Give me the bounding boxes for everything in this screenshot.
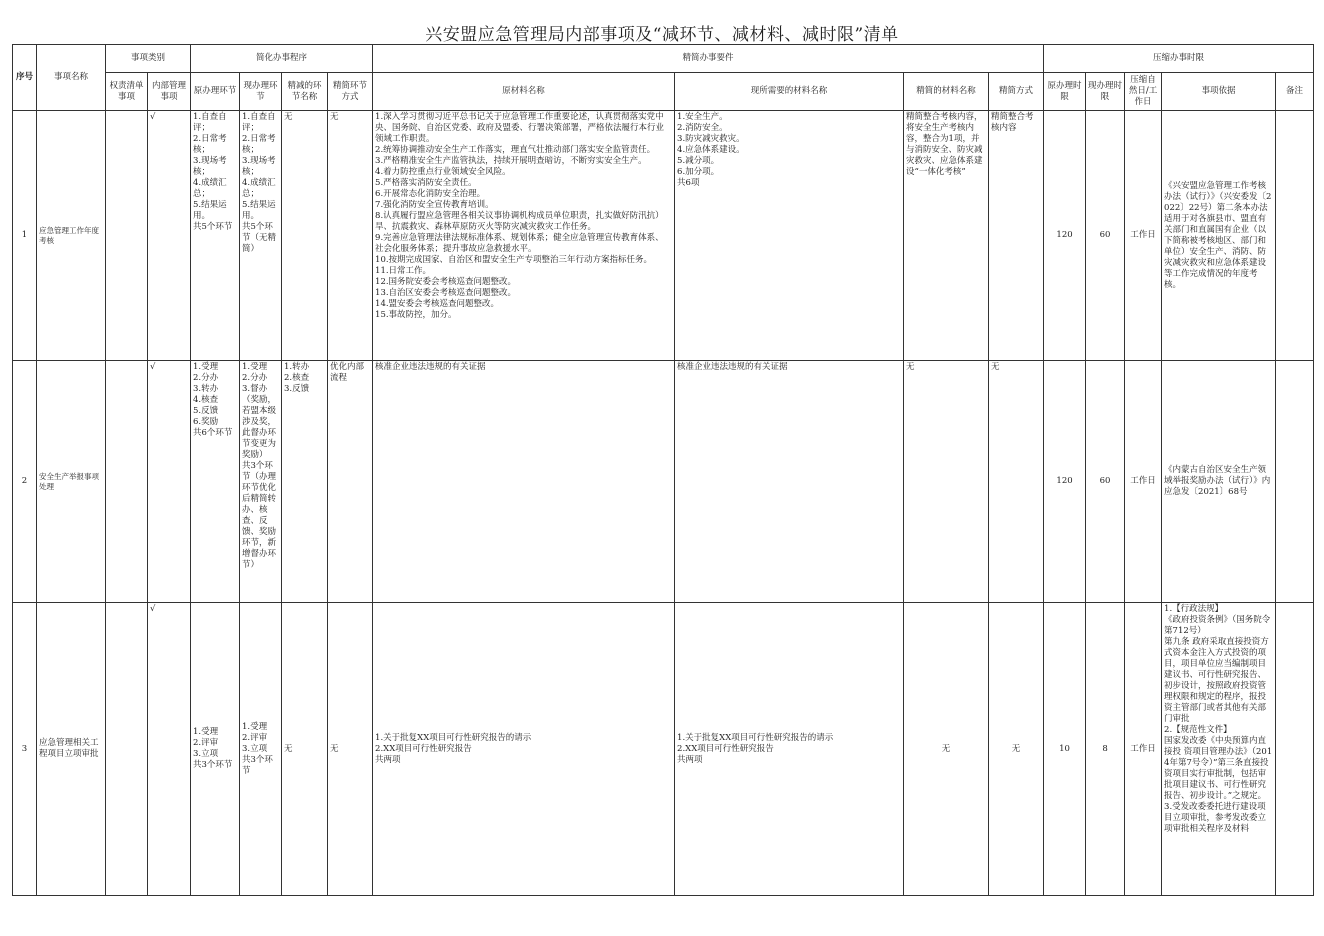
- list-item: 4.成绩汇总；: [242, 178, 276, 199]
- list-item: 6.加分项。: [677, 167, 720, 177]
- list-item: 共3个环节: [242, 754, 273, 776]
- list-item: 10.按期完成国家、自治区和盟安全生产专项整治三年行动方案指标任务。: [375, 255, 653, 265]
- list-item: 1.关于批复XX项目可行性研究报告的请示: [677, 732, 834, 743]
- row-internal: √: [148, 361, 191, 603]
- list-item: 5.结果运用。: [242, 200, 276, 221]
- row-orig-steps: [191, 111, 240, 361]
- list-item: 共6个环节: [193, 428, 233, 438]
- list-item: 5.严格落实消防安全责任。: [375, 178, 477, 188]
- list-item: 1.受理: [242, 362, 268, 372]
- row-curr-limit: 60: [1086, 111, 1125, 361]
- row-reduced-materials: 精简整合考核内容，将安全生产考核内容，整合为1项，并与消防安全、防灾减灾救灾、应急体系建设“一体化考核”: [904, 111, 989, 361]
- list-item: 共5个环节（无精简）: [242, 222, 277, 254]
- row-orig-materials: [373, 111, 675, 361]
- row-curr-steps: [240, 603, 282, 896]
- row-curr-steps: [240, 111, 282, 361]
- list-item: 2.消防安全。: [677, 123, 728, 133]
- row-power-list: [106, 361, 148, 603]
- list-item: 11.日常工作。: [375, 266, 432, 276]
- row-item-name: 应急管理工作年度考核: [37, 111, 106, 361]
- list-item: 共两项: [677, 754, 703, 765]
- table-row: [13, 111, 1314, 361]
- list-item: 2.XX项目可行性研究报告: [677, 743, 774, 754]
- table-row: [13, 603, 1314, 896]
- list-item: 12.国务院安委会考核巡查问题整改。: [375, 277, 517, 287]
- list-item: 13.自治区安委会考核巡查问题整改。: [375, 288, 517, 298]
- list-item: 共3个环节（办理环节优化后精简转办、核查、反馈、奖励环节，新增督办环节）: [242, 461, 277, 570]
- header-internal: 内部管理事项: [148, 73, 191, 111]
- row-internal: √: [148, 111, 191, 361]
- header-category: 事项类别: [106, 45, 191, 73]
- header-materials: 精简办事要件: [373, 45, 1044, 73]
- row-curr-materials: [675, 603, 904, 896]
- row-seq: 3: [13, 603, 37, 896]
- row-curr-limit: 8: [1086, 603, 1125, 896]
- row-limit-unit: 工作日: [1125, 361, 1162, 603]
- header-curr-steps: 现办理环节: [240, 73, 282, 111]
- list-item: 6.开展常态化消防安全治理。: [375, 189, 486, 199]
- list-item: 3.现场考核；: [193, 156, 227, 177]
- row-material-method: 无: [989, 603, 1044, 896]
- row-orig-limit: 10: [1044, 603, 1086, 896]
- row-orig-limit: 120: [1044, 111, 1086, 361]
- header-time-limit: 压缩办事时限: [1044, 45, 1314, 73]
- list-item: 3.现场考核；: [242, 156, 276, 177]
- list-item: 2.分办: [193, 373, 219, 383]
- row-limit-unit: 工作日: [1125, 111, 1162, 361]
- list-item: 7.强化消防安全宣传教育培训。: [375, 200, 494, 210]
- header-reduced-materials: 精简的材料名称: [904, 73, 989, 111]
- list-item: 3.防灾减灾救灾。: [677, 134, 745, 144]
- header-power-list: 权责清单事项: [106, 73, 148, 111]
- list-item: 1.【行政法规】: [1164, 604, 1224, 614]
- header-seq: 序号: [13, 45, 37, 111]
- list-item: 14.盟安委会考核巡查问题整改。: [375, 299, 500, 309]
- list-item: 2.【规范性文件】: [1164, 725, 1232, 735]
- list-item: 国家发改委《中央预算内直接投 资项目管理办法》（2014年第7号令）”第三条直接投资项目实行审批制，包括审批项目建议书、可行性研究报告、初步设计。”之规定。: [1164, 736, 1273, 801]
- list-item: 1.受理: [242, 721, 268, 732]
- row-orig-limit: 120: [1044, 361, 1086, 603]
- table-row: [13, 361, 1314, 603]
- list-item: 共6项: [677, 178, 700, 188]
- header-row-columns: [13, 73, 1314, 111]
- row-curr-limit: 60: [1086, 361, 1125, 603]
- row-seq: 2: [13, 361, 37, 603]
- list-item: 3.受发改委委托进行建设项目立项审批，参考发改委立项审批相关程序及材料: [1164, 802, 1267, 834]
- list-item: 4.应急体系建设。: [677, 145, 745, 155]
- header-simplify-method: 精简环节方式: [328, 73, 373, 111]
- row-remark: [1276, 603, 1314, 896]
- list-item: 3.督办（奖励，若盟本级涉及奖，此督办环节变更为奖励）: [242, 384, 277, 460]
- row-orig-steps: [191, 603, 240, 896]
- row-remark: [1276, 111, 1314, 361]
- header-basis: 事项依据: [1162, 73, 1276, 111]
- row-reduced-steps: 无: [282, 603, 328, 896]
- header-orig-steps: 原办理环节: [191, 73, 240, 111]
- page-title: 兴安盟应急管理局内部事项及“减环节、减材料、减时限”清单: [425, 25, 899, 45]
- header-item-name: 事项名称: [37, 45, 106, 111]
- header-reduced-steps: 精减的环节名称: [282, 73, 328, 111]
- list-item: 6.奖励: [193, 417, 219, 427]
- header-material-method: 精简方式: [989, 73, 1044, 111]
- list-item: 1.自查自评；: [242, 112, 276, 133]
- row-simplify-method: 优化内部流程: [328, 361, 373, 603]
- list-item: 5.反馈: [193, 406, 219, 416]
- row-power-list: [106, 111, 148, 361]
- header-curr-limit: 现办理时限: [1086, 73, 1125, 111]
- list-item: 8.认真履行盟应急管理各相关议事协调机构成员单位职责，扎实做好防汛抗）旱、抗震救灾、森林草原防灭火等防灾减灾救灾工作任务。: [375, 211, 664, 232]
- row-basis: [1162, 603, 1276, 896]
- header-limit-unit: 压缩自然日/工作日: [1125, 73, 1162, 111]
- list-item: 3.立项: [193, 749, 219, 759]
- row-material-method: 无: [989, 361, 1044, 603]
- list-item: 1.受理: [193, 362, 219, 372]
- list-item: 1.关于批复XX项目可行性研究报告的请示: [375, 732, 532, 743]
- row-simplify-method: 无: [328, 603, 373, 896]
- row-reduced-steps: 无: [282, 111, 328, 361]
- row-curr-materials: 核准企业违法违规的有关证据: [675, 361, 904, 603]
- list-item: 2.评审: [193, 738, 219, 748]
- row-orig-materials: [373, 603, 675, 896]
- list-item: 3.严格精准安全生产监管执法，持续开展明查暗访，不断穷实安全生产。: [375, 156, 647, 166]
- list-item: 2.统筹协调推动安全生产工作落实，理直气壮推动部门落实安全监管责任。: [375, 145, 656, 155]
- row-basis: 《兴安盟应急管理工作考核办法（试行）》（兴安委发〔2022〕22号）第二条本办法适用于对各旗县市、盟直有关部门和直属国有企业（以下简称被考核地区、部门和单位）安全生产、消防、防灾减灾救灾和应急体系建设等工作完成情况的年度考核。: [1162, 111, 1276, 361]
- list-item: 5.结果运用。: [193, 200, 227, 221]
- list-item: 4.核查: [193, 395, 219, 405]
- row-power-list: [106, 603, 148, 896]
- list-item: 3.转办: [193, 384, 219, 394]
- checklist-table: [12, 44, 1314, 896]
- header-remark: 备注: [1276, 73, 1314, 111]
- list-item: 9.完善应急管理法律法规标准体系、规划体系；健全应急管理宣传教育体系、社会化服务体系；提升事故应急救援水平。: [375, 233, 664, 254]
- list-item: 3.立项: [242, 743, 268, 754]
- list-item: 2.XX项目可行性研究报告: [375, 743, 472, 754]
- list-item: 共两项: [375, 754, 401, 765]
- row-reduced-materials: 无: [904, 603, 989, 896]
- list-item: 2.分办: [242, 373, 268, 383]
- list-item: 1.深入学习贯彻习近平总书记关于应急管理工作重要论述，认真贯彻落实党中央、国务院、自治区党委、政府及盟委、行署决策部署，严格依法履行本行业领域工作职责。: [375, 112, 665, 144]
- header-orig-materials: 原材料名称: [373, 73, 675, 111]
- row-internal: √: [148, 603, 191, 896]
- header-curr-materials: 现所需要的材料名称: [675, 73, 904, 111]
- row-remark: [1276, 361, 1314, 603]
- list-item: 2.日常考核；: [193, 134, 227, 155]
- list-item: 2.评审: [242, 732, 268, 743]
- list-item: 15.事故防控，加分。: [375, 310, 457, 320]
- row-reduced-materials: 无: [904, 361, 989, 603]
- header-procedure: 简化办事程序: [191, 45, 373, 73]
- row-curr-steps: [240, 361, 282, 603]
- list-item: 《政府投资条例》（国务院令第712号）: [1164, 615, 1271, 636]
- list-item: 2.日常考核；: [242, 134, 276, 155]
- list-item: 4.成绩汇总；: [193, 178, 227, 199]
- row-seq: 1: [13, 111, 37, 361]
- row-item-name: 应急管理相关工程项目立项审批: [37, 603, 106, 896]
- row-orig-steps: [191, 361, 240, 603]
- header-orig-limit: 原办理时限: [1044, 73, 1086, 111]
- header-row-groups: [13, 45, 1314, 73]
- list-item: 第九条 政府采取直接投资方式资本金注入方式投资的项目，项目单位应当编制项目建议书、可行性研究报告、初步设计，按照政府投资管理权限和规定的程序，报投资主管部门或者其他有关部门审批: [1164, 637, 1269, 724]
- row-limit-unit: 工作日: [1125, 603, 1162, 896]
- list-item: 1.安全生产。: [677, 112, 728, 122]
- row-item-name: 安全生产举报事项处理: [37, 361, 106, 603]
- list-item: 1.受理: [193, 727, 219, 737]
- list-item: 5.减分项。: [677, 156, 720, 166]
- cell-clip: [242, 362, 279, 597]
- list-item: 共3个环节: [193, 760, 233, 770]
- row-orig-materials: 核准企业违法违规的有关证据: [373, 361, 675, 603]
- list-item: 1.自查自评；: [193, 112, 227, 133]
- row-basis: 《内蒙古自治区安全生产领域举报奖励办法（试行）》内应急发〔2021〕68号: [1162, 361, 1276, 603]
- row-simplify-method: 无: [328, 111, 373, 361]
- row-material-method: 精简整合考核内容: [989, 111, 1044, 361]
- list-item: 4.着力防控重点行业领域安全风险。: [375, 167, 511, 177]
- list-item: 共5个环节: [193, 222, 233, 232]
- row-curr-materials: [675, 111, 904, 361]
- row-reduced-steps: 1.转办 2.核查 3.反馈: [282, 361, 328, 603]
